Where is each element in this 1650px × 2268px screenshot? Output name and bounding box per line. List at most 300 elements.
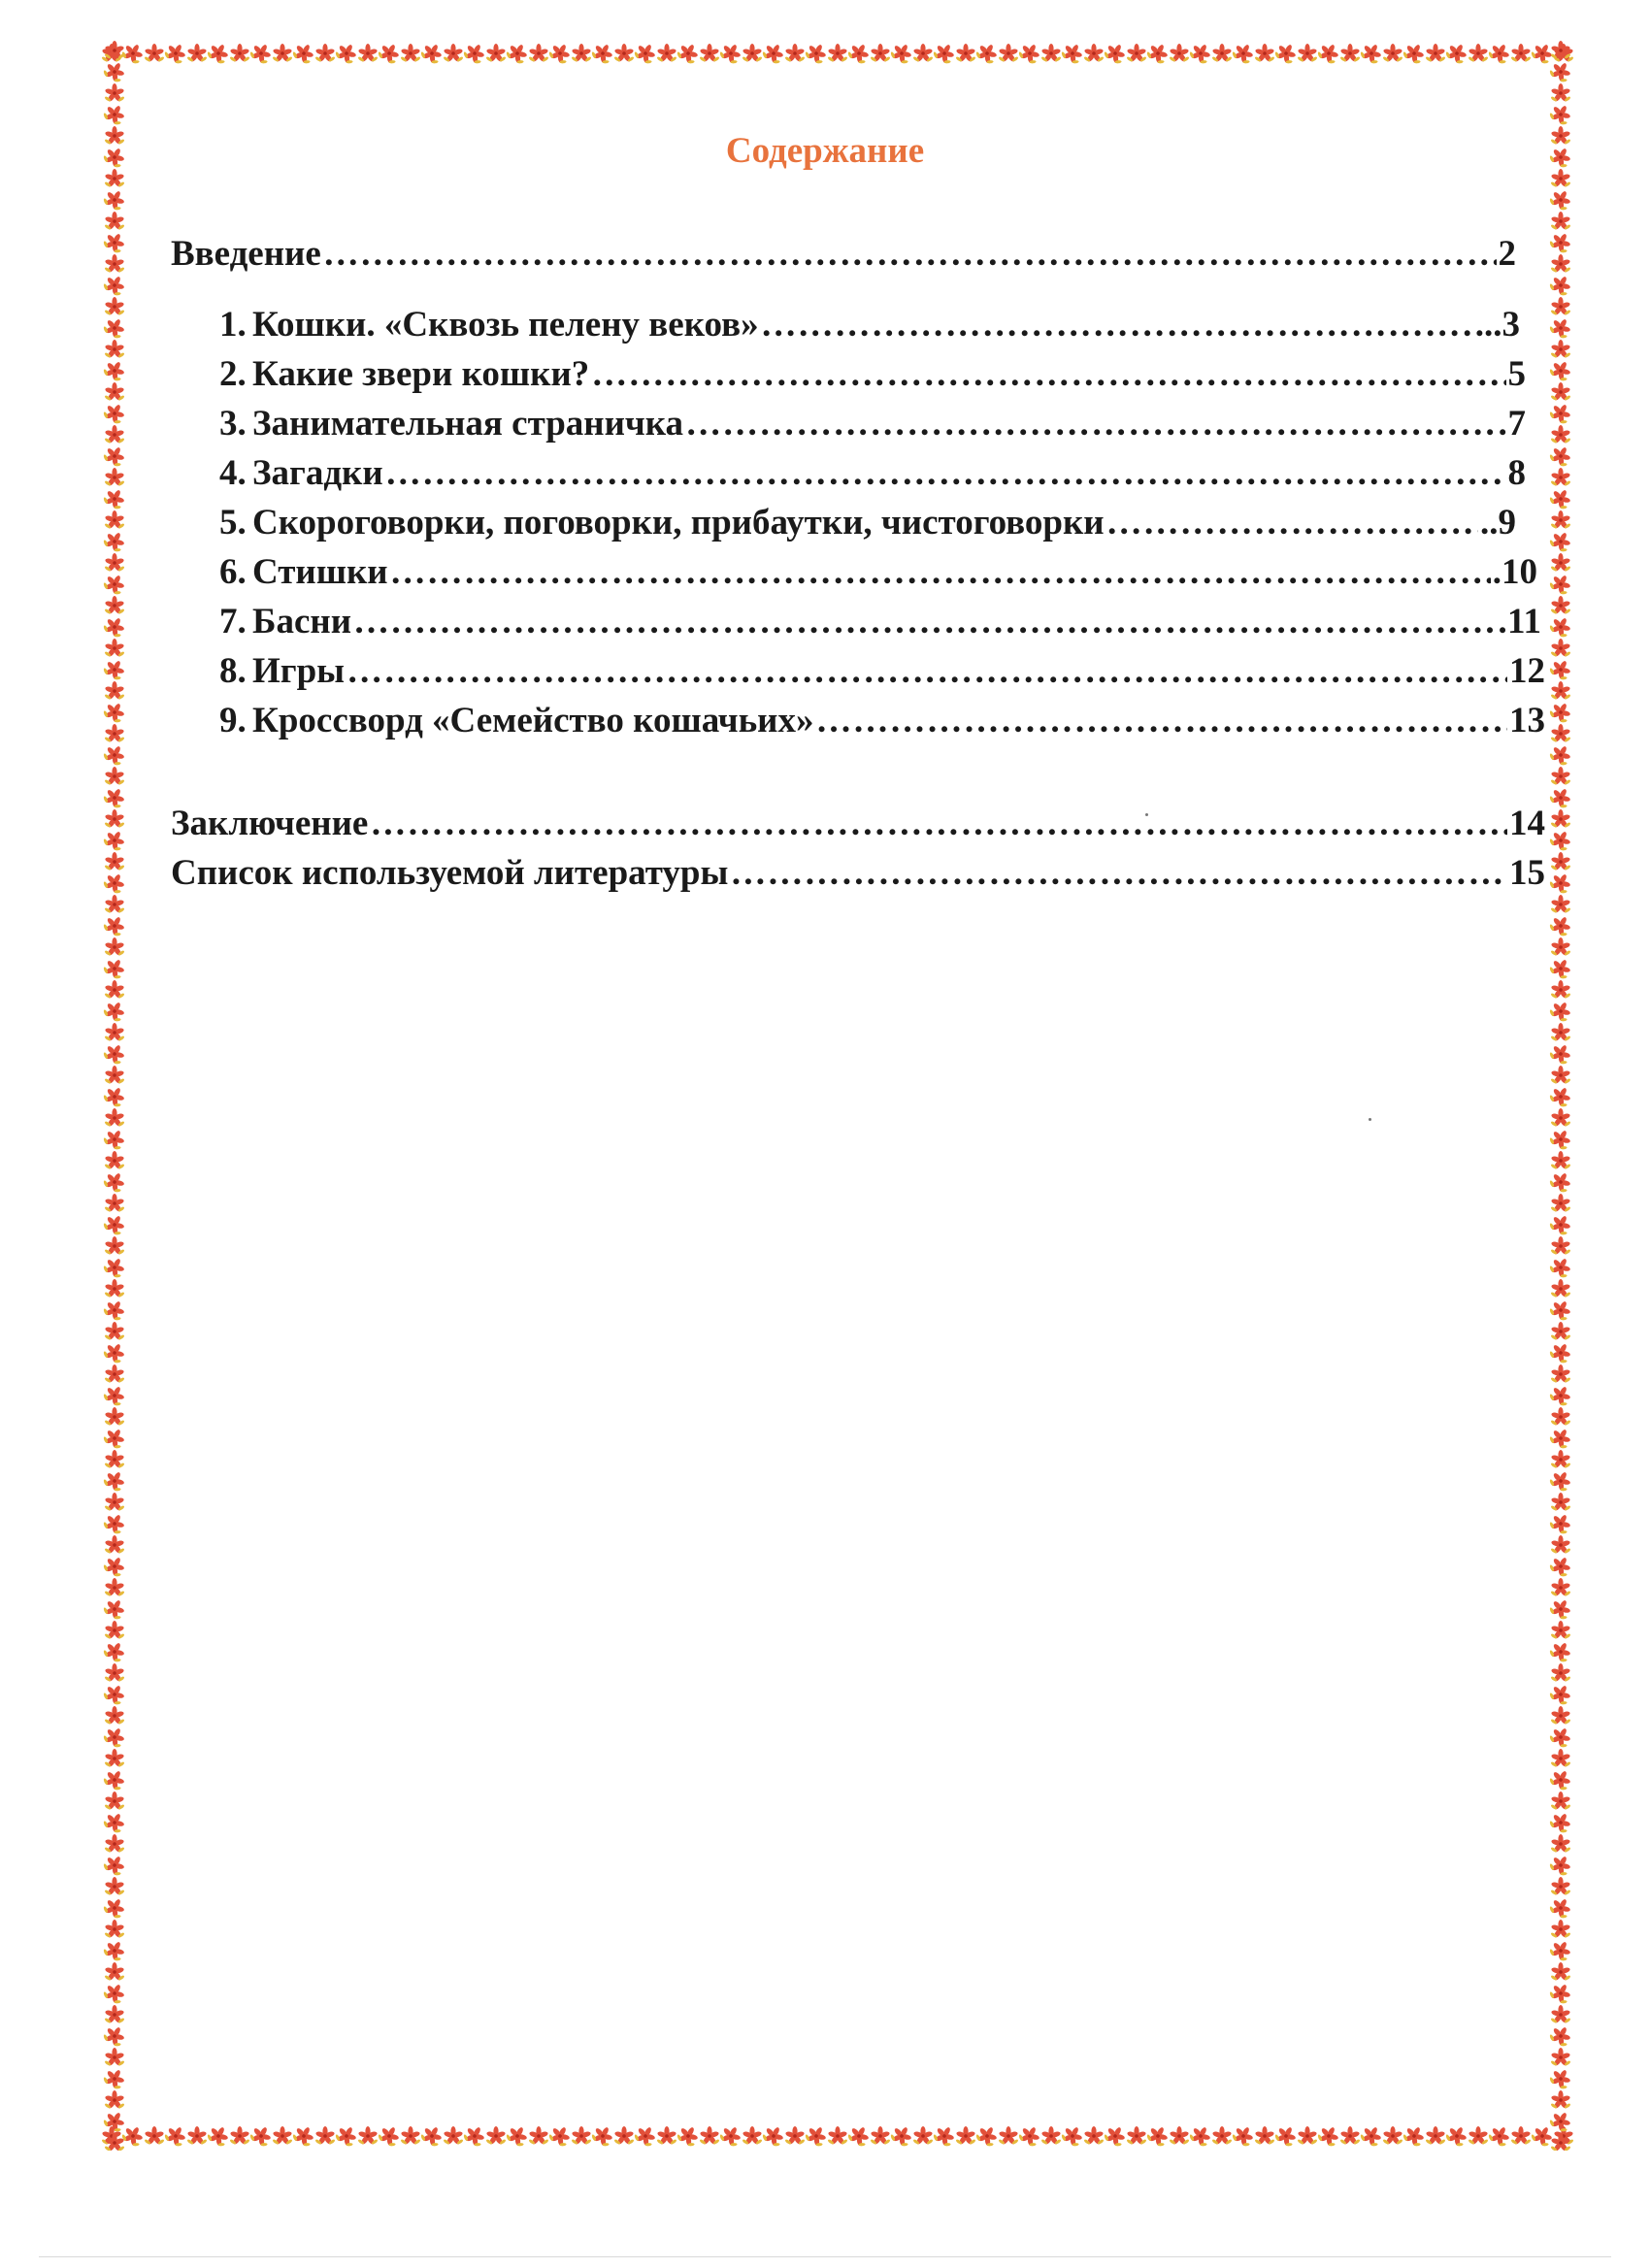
border-flower-ornament (104, 1108, 125, 1128)
border-flower-ornament (589, 2122, 616, 2150)
border-flower-ornament (1059, 2122, 1086, 2150)
border-flower-ornament (1550, 510, 1571, 530)
border-flower-ornament (546, 40, 574, 67)
border-flower-ornament (803, 40, 830, 67)
border-flower-ornament (760, 40, 787, 67)
border-flower-ornament (1547, 2065, 1574, 2092)
border-flower-ornament (1443, 40, 1470, 67)
border-flower-ornament (101, 272, 128, 299)
border-flower-ornament (104, 681, 125, 701)
toc-entry-8 (219, 650, 1545, 692)
toc-entry-intro (171, 233, 1516, 275)
border-flower-ornament (998, 2126, 1019, 2146)
border-flower-ornament (1547, 1510, 1574, 1537)
border-flower-ornament (104, 639, 125, 658)
border-flower-ornament (104, 1663, 125, 1683)
border-flower-ornament (101, 1852, 128, 1879)
border-flower-ornament (1550, 1621, 1571, 1640)
border-flower-ornament (101, 1211, 128, 1238)
border-flower-ornament (1297, 44, 1318, 63)
border-flower-ornament (974, 40, 1001, 67)
border-flower-ornament (1016, 2122, 1043, 2150)
border-flower-ornament (955, 44, 976, 63)
border-flower-ornament (1550, 937, 1571, 957)
dot-leader (385, 452, 1506, 494)
border-flower-ornament (101, 1467, 128, 1495)
ornamental-border-left (100, 39, 129, 2151)
border-flower-ornament (1550, 1920, 1571, 1939)
border-flower-ornament (104, 1962, 125, 1982)
border-flower-ornament (333, 40, 360, 67)
border-flower-ornament (101, 613, 128, 641)
border-flower-ornament (1547, 1937, 1574, 1964)
border-flower-ornament (912, 44, 934, 63)
toc-page-number: 8 (1507, 453, 1526, 493)
border-flower-ornament (101, 357, 128, 384)
border-flower-ornament (101, 101, 128, 128)
border-flower-ornament (675, 40, 702, 67)
border-flower-ornament (1547, 1467, 1574, 1495)
border-flower-ornament (827, 2126, 848, 2146)
border-flower-ornament (104, 1749, 125, 1768)
border-flower-ornament (101, 1553, 128, 1580)
border-flower-ornament (162, 2122, 189, 2150)
border-flower-ornament (1547, 485, 1574, 512)
border-flower-ornament (1083, 2126, 1105, 2146)
border-flower-ornament (1550, 254, 1571, 274)
border-flower-ornament (1468, 2126, 1489, 2146)
border-flower-ornament (632, 2122, 659, 2150)
border-flower-ornament (528, 44, 549, 63)
border-flower-ornament (104, 724, 125, 743)
border-flower-ornament (1358, 40, 1385, 67)
border-flower-ornament (229, 2126, 250, 2146)
border-flower-ornament (1550, 1493, 1571, 1512)
toc-number: 1. (219, 305, 247, 345)
toc-number: 5. (219, 503, 247, 542)
border-flower-ornament (1547, 2108, 1574, 2135)
border-flower-ornament (1547, 699, 1574, 726)
border-flower-ornament (1547, 58, 1574, 85)
border-flower-ornament (1547, 827, 1574, 854)
toc-label: Стишки (252, 552, 388, 592)
border-flower-ornament (528, 2126, 549, 2146)
border-flower-ornament (742, 2126, 763, 2146)
border-flower-ornament (101, 1724, 128, 1751)
toc-label: Список используемой литературы (171, 853, 729, 893)
border-flower-ornament (104, 1364, 125, 1384)
border-flower-ornament (101, 1083, 128, 1110)
border-flower-ornament (1550, 297, 1571, 316)
border-flower-ornament (101, 2108, 128, 2135)
ornamental-border-right (1546, 39, 1575, 2151)
border-flower-ornament (1169, 44, 1190, 63)
dot-leader (390, 551, 1491, 593)
border-flower-ornament (1547, 1126, 1574, 1153)
border-flower-ornament (104, 1023, 125, 1042)
border-flower-ornament (1550, 1236, 1571, 1256)
border-flower-ornament (1547, 272, 1574, 299)
border-flower-ornament (1547, 571, 1574, 598)
border-flower-ornament (101, 1254, 128, 1281)
border-flower-ornament (314, 2126, 336, 2146)
border-flower-ornament (101, 955, 128, 982)
border-flower-ornament (1315, 40, 1342, 67)
border-flower-ornament (1550, 1279, 1571, 1298)
border-flower-ornament (290, 2122, 317, 2150)
border-flower-ornament (101, 827, 128, 854)
border-flower-ornament (101, 314, 128, 342)
border-flower-ornament (104, 1151, 125, 1170)
border-flower-ornament (870, 2126, 891, 2146)
border-flower-ornament (931, 40, 958, 67)
toc-label: Скороговорки, поговорки, прибаутки, чистоговорки (252, 503, 1105, 542)
dot-leader (353, 601, 1505, 642)
border-flower-ornament (1486, 2122, 1513, 2150)
border-flower-ornament (1547, 1553, 1574, 1580)
border-flower-ornament (1272, 2122, 1300, 2150)
dot-leader (816, 700, 1508, 741)
border-flower-ornament (1550, 553, 1571, 573)
toc-label: Кроссворд «Семейство кошачьих» (252, 701, 814, 740)
border-flower-ornament (845, 40, 873, 67)
border-flower-ornament (1547, 101, 1574, 128)
border-flower-ornament (1550, 1791, 1571, 1811)
border-flower-ornament (357, 2126, 379, 2146)
border-flower-ornament (1016, 40, 1043, 67)
border-flower-ornament (827, 44, 848, 63)
border-flower-ornament (101, 571, 128, 598)
ornamental-border-top (100, 39, 1575, 68)
border-flower-ornament (1547, 1766, 1574, 1793)
border-flower-ornament (1187, 40, 1214, 67)
border-flower-ornament (418, 40, 446, 67)
toc-number: 7. (219, 602, 247, 641)
border-flower-ornament (205, 2122, 232, 2150)
border-flower-ornament (1547, 656, 1574, 683)
border-flower-ornament (888, 2122, 915, 2150)
border-flower-ornament (803, 2122, 830, 2150)
border-flower-ornament (1547, 1894, 1574, 1922)
border-flower-ornament (699, 44, 720, 63)
border-flower-ornament (1547, 357, 1574, 384)
border-flower-ornament (104, 382, 125, 402)
border-flower-ornament (1339, 44, 1361, 63)
border-flower-ornament (1547, 1595, 1574, 1623)
border-flower-ornament (1550, 1749, 1571, 1768)
toc-page-number: 12 (1509, 651, 1545, 691)
dot-leader (591, 353, 1505, 395)
border-flower-ornament (1126, 2126, 1147, 2146)
border-flower-ornament (101, 528, 128, 555)
border-flower-ornament (931, 2122, 958, 2150)
toc-label: Басни (252, 602, 352, 641)
dot-leader (730, 852, 1507, 894)
border-flower-ornament (101, 1168, 128, 1196)
toc-label: Загадки (252, 453, 383, 493)
border-flower-ornament (1547, 741, 1574, 769)
border-flower-ornament (101, 1510, 128, 1537)
border-flower-ornament (1550, 1364, 1571, 1384)
border-flower-ornament (1550, 41, 1571, 60)
border-flower-ornament (101, 186, 128, 214)
border-flower-ornament (1126, 44, 1147, 63)
border-flower-ornament (1547, 613, 1574, 641)
border-flower-ornament (613, 44, 635, 63)
border-flower-ornament (101, 1297, 128, 1324)
border-flower-ornament (1547, 998, 1574, 1025)
dot-leader (346, 650, 1507, 692)
border-flower-ornament (461, 40, 488, 67)
border-flower-ornament (1550, 596, 1571, 615)
toc-entry-3 (219, 403, 1526, 444)
toc-label: Игры (252, 651, 346, 691)
border-flower-ornament (101, 1809, 128, 1836)
border-flower-ornament (1550, 639, 1571, 658)
border-flower-ornament (1102, 40, 1129, 67)
border-flower-ornament (1144, 40, 1172, 67)
border-flower-ornament (104, 1279, 125, 1298)
border-flower-ornament (1510, 2126, 1532, 2146)
border-flower-ornament (1547, 784, 1574, 811)
border-flower-ornament (784, 2126, 806, 2146)
border-flower-ornament (376, 40, 403, 67)
border-flower-ornament (104, 83, 125, 103)
border-flower-ornament (101, 912, 128, 939)
border-flower-ornament (1547, 912, 1574, 939)
toc-entry-1 (219, 304, 1520, 345)
border-flower-ornament (104, 937, 125, 957)
border-flower-ornament (101, 2022, 128, 2050)
border-flower-ornament (104, 1834, 125, 1854)
border-flower-ornament (104, 1450, 125, 1469)
dot-leader (1106, 502, 1478, 543)
toc-entry-references (171, 852, 1545, 894)
toc-page-number: 5 (1507, 354, 1526, 394)
border-flower-ornament (546, 2122, 574, 2150)
border-flower-ornament (101, 1595, 128, 1623)
border-flower-ornament (1144, 2122, 1172, 2150)
dot-leader (323, 233, 1497, 275)
border-flower-ornament (1547, 1083, 1574, 1110)
border-flower-ornament (504, 2122, 531, 2150)
border-flower-ornament (101, 1937, 128, 1964)
border-flower-ornament (589, 40, 616, 67)
border-flower-ornament (104, 1621, 125, 1640)
border-flower-ornament (1547, 870, 1574, 897)
border-flower-ornament (1254, 44, 1275, 63)
scan-edge-line (39, 2256, 1611, 2257)
border-flower-ornament (699, 2126, 720, 2146)
border-flower-ornament (101, 656, 128, 683)
toc-label: Какие звери кошки? (252, 354, 590, 394)
border-flower-ornament (632, 40, 659, 67)
border-flower-ornament (104, 212, 125, 231)
border-flower-ornament (101, 1339, 128, 1366)
border-flower-ornament (1547, 314, 1574, 342)
border-flower-ornament (104, 852, 125, 871)
border-flower-ornament (1550, 1194, 1571, 1213)
toc-entry-6 (219, 551, 1537, 593)
border-flower-ornament (162, 40, 189, 67)
border-flower-ornament (101, 1894, 128, 1922)
border-flower-ornament (101, 1040, 128, 1068)
toc-number: 4. (219, 453, 247, 493)
border-flower-ornament (144, 44, 165, 63)
border-flower-ornament (272, 2126, 293, 2146)
border-flower-ornament (186, 2126, 208, 2146)
border-flower-ornament (1230, 2122, 1257, 2150)
border-flower-ornament (1550, 809, 1571, 829)
border-flower-ornament (1425, 2126, 1446, 2146)
border-flower-ornament (104, 980, 125, 1000)
border-flower-ornament (1547, 1809, 1574, 1836)
border-flower-ornament (101, 58, 128, 85)
border-flower-ornament (205, 40, 232, 67)
border-flower-ornament (101, 485, 128, 512)
border-flower-ornament (912, 2126, 934, 2146)
border-flower-ornament (1547, 1254, 1574, 1281)
toc-label: Введение (171, 234, 321, 274)
border-flower-ornament (998, 44, 1019, 63)
border-flower-ornament (101, 443, 128, 470)
border-flower-ornament (1315, 2122, 1342, 2150)
border-flower-ornament (1510, 44, 1532, 63)
border-flower-ornament (1550, 1407, 1571, 1427)
border-flower-ornament (1040, 44, 1062, 63)
border-flower-ornament (1550, 724, 1571, 743)
border-flower-ornament (101, 1980, 128, 2007)
toc-entry-2 (219, 353, 1526, 395)
border-flower-ornament (104, 2048, 125, 2067)
border-flower-ornament (1547, 1724, 1574, 1751)
toc-entry-7 (219, 601, 1541, 642)
border-flower-ornament (104, 1877, 125, 1896)
border-flower-ornament (104, 425, 125, 444)
border-flower-ornament (101, 229, 128, 256)
dot-leader (370, 803, 1507, 844)
ornamental-border-bottom (100, 2121, 1575, 2151)
border-flower-ornament (1550, 1108, 1571, 1128)
border-flower-ornament (1547, 1297, 1574, 1324)
border-flower-ornament (272, 44, 293, 63)
border-flower-ornament (870, 44, 891, 63)
scan-speck (1369, 1118, 1371, 1121)
border-flower-ornament (229, 44, 250, 63)
border-flower-ornament (443, 2126, 464, 2146)
border-flower-ornament (955, 2126, 976, 2146)
border-flower-ornament (613, 2126, 635, 2146)
border-flower-ornament (144, 2126, 165, 2146)
border-flower-ornament (656, 44, 677, 63)
toc-label: Кошки. «Сквозь пелену веков» (252, 305, 759, 345)
border-flower-ornament (1401, 40, 1428, 67)
border-flower-ornament (101, 870, 128, 897)
border-flower-ornament (1083, 44, 1105, 63)
border-flower-ornament (1550, 382, 1571, 402)
toc-page-number: 13 (1509, 701, 1545, 740)
border-flower-ornament (1550, 767, 1571, 786)
border-flower-ornament (1550, 1706, 1571, 1726)
border-flower-ornament (571, 44, 592, 63)
border-flower-ornament (314, 44, 336, 63)
border-flower-ornament (1550, 2048, 1571, 2067)
toc-page-number: 7 (1507, 404, 1526, 444)
border-flower-ornament (104, 596, 125, 615)
border-flower-ornament (104, 468, 125, 487)
border-flower-ornament (1547, 1382, 1574, 1409)
border-flower-ornament (1382, 2126, 1403, 2146)
border-flower-ornament (104, 297, 125, 316)
border-flower-ornament (376, 2122, 403, 2150)
border-flower-ornament (101, 784, 128, 811)
border-flower-ornament (101, 1126, 128, 1153)
border-flower-ornament (1547, 400, 1574, 427)
border-flower-ornament (1358, 2122, 1385, 2150)
border-flower-ornament (1382, 44, 1403, 63)
border-flower-ornament (1550, 980, 1571, 1000)
border-flower-ornament (1339, 2126, 1361, 2146)
border-flower-ornament (1468, 44, 1489, 63)
border-flower-ornament (104, 1322, 125, 1341)
border-flower-ornament (656, 2126, 677, 2146)
toc-label: Занимательная страничка (252, 404, 684, 444)
border-flower-ornament (1102, 2122, 1129, 2150)
border-flower-ornament (104, 1535, 125, 1555)
border-flower-ornament (1547, 2022, 1574, 2050)
border-flower-ornament (101, 1638, 128, 1665)
border-flower-ornament (461, 2122, 488, 2150)
border-flower-ornament (1547, 1638, 1574, 1665)
border-flower-ornament (1272, 40, 1300, 67)
border-flower-ornament (101, 1766, 128, 1793)
border-flower-ornament (1550, 2133, 1571, 2151)
border-flower-ornament (1550, 1151, 1571, 1170)
border-flower-ornament (1547, 528, 1574, 555)
toc-page-number: 14 (1509, 804, 1545, 843)
border-flower-ornament (104, 1920, 125, 1939)
border-flower-ornament (1550, 681, 1571, 701)
border-flower-ornament (1550, 852, 1571, 871)
toc-number: 3. (219, 404, 247, 444)
border-flower-ornament (1550, 895, 1571, 914)
border-flower-ornament (1550, 1023, 1571, 1042)
border-flower-ornament (400, 44, 421, 63)
border-flower-ornament (485, 44, 507, 63)
border-flower-ornament (1401, 2122, 1428, 2150)
border-flower-ornament (104, 767, 125, 786)
border-flower-ornament (760, 2122, 787, 2150)
toc-page-number: ...3 (1474, 305, 1520, 345)
scan-speck (1145, 813, 1148, 816)
border-flower-ornament (1550, 340, 1571, 359)
border-flower-ornament (104, 809, 125, 829)
border-flower-ornament (485, 2126, 507, 2146)
border-flower-ornament (1547, 1211, 1574, 1238)
border-flower-ornament (104, 2090, 125, 2110)
border-flower-ornament (974, 2122, 1001, 2150)
border-flower-ornament (1550, 2090, 1571, 2110)
border-flower-ornament (1550, 1535, 1571, 1555)
border-flower-ornament (1547, 1040, 1574, 1068)
border-flower-ornament (1547, 186, 1574, 214)
border-flower-ornament (1550, 1578, 1571, 1597)
border-flower-ornament (104, 41, 125, 60)
toc-entry-conclusion (171, 803, 1545, 844)
border-flower-ornament (1550, 83, 1571, 103)
border-flower-ornament (104, 553, 125, 573)
toc-entry-5 (219, 502, 1516, 543)
